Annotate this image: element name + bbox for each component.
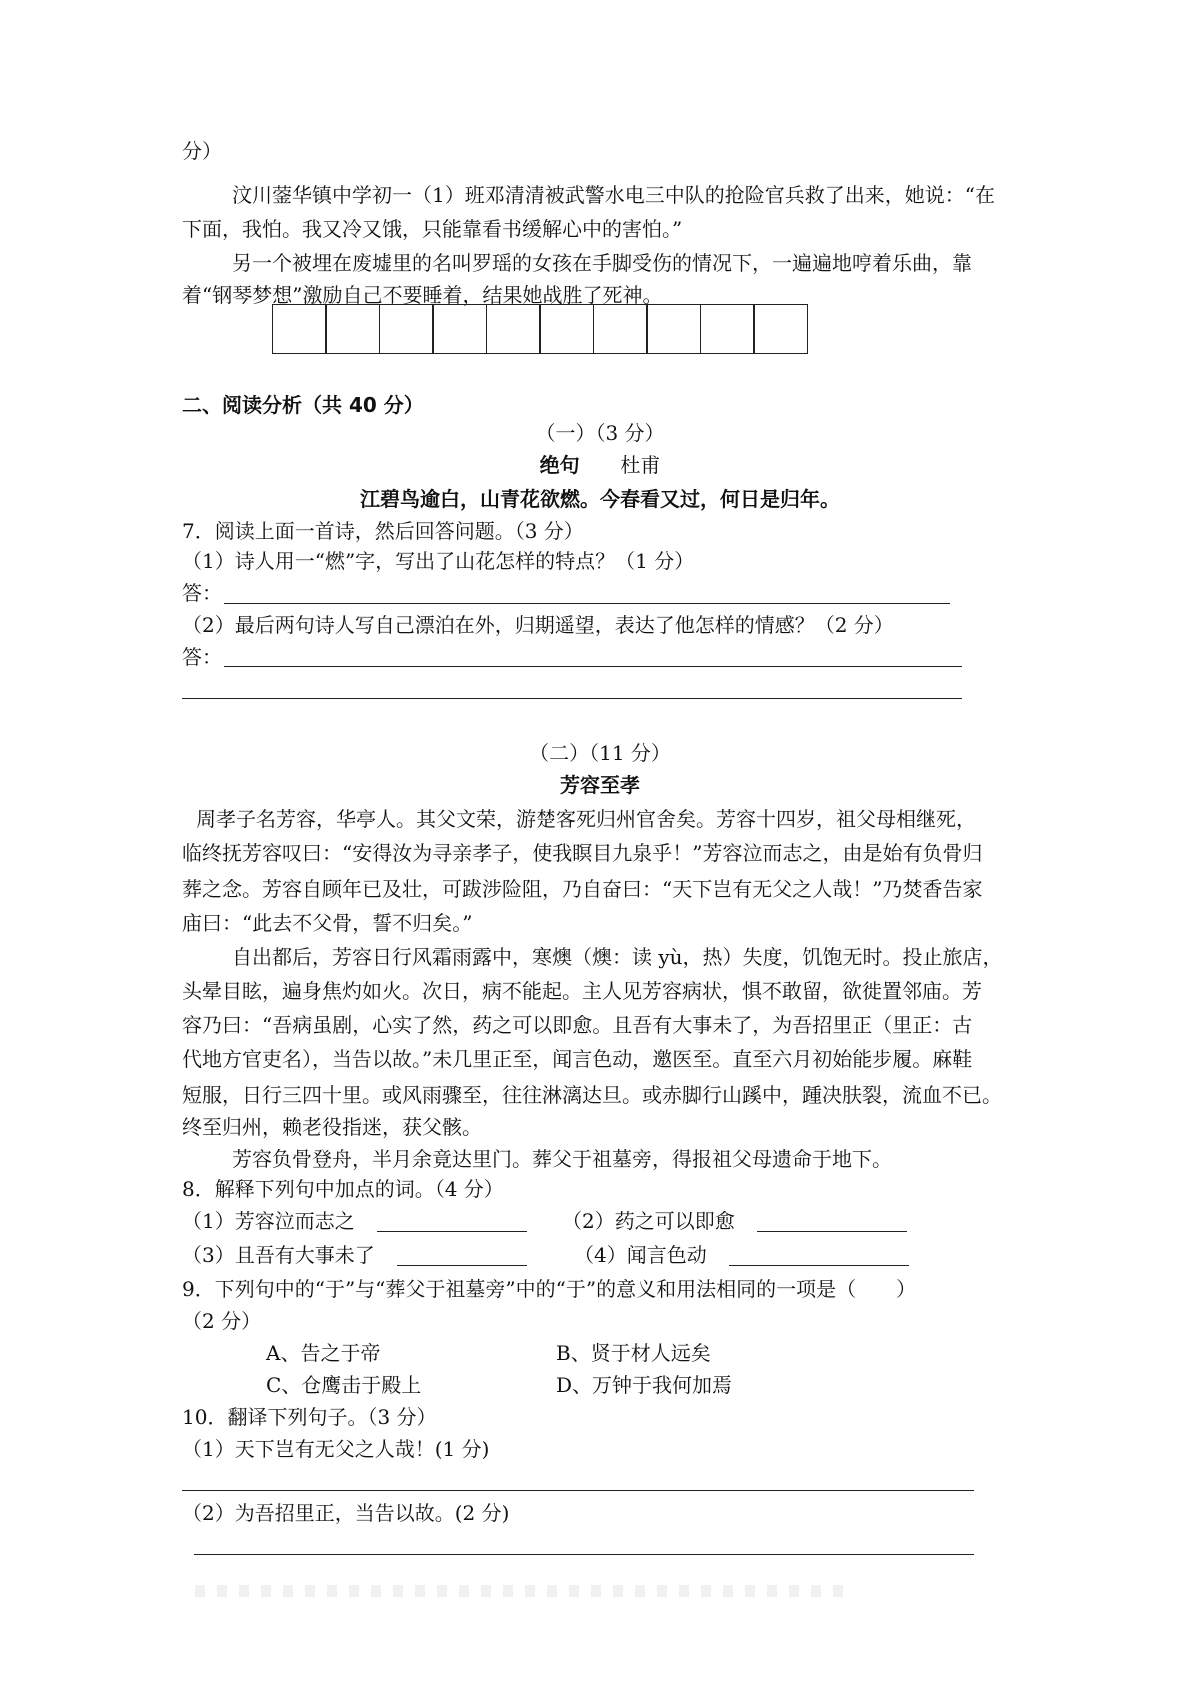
grid-cell[interactable] [539, 304, 594, 354]
question-10: 10．翻译下列句子。（3 分） [182, 1405, 437, 1429]
passage-title: 芳容至孝 [560, 773, 640, 797]
question-9: 9．下列句中的“于”与“葬父于祖墓旁”中的“于”的意义和用法相同的一项是（ ） [182, 1277, 917, 1301]
q9-option-b[interactable]: B、贤于材人远矣 [556, 1341, 711, 1365]
grid-cell[interactable] [593, 304, 648, 354]
q8-item-4-text: （4）闻言色动 [574, 1243, 707, 1267]
q9-option-a[interactable]: A、告之于帝 [266, 1341, 381, 1365]
q8-item-2-text: （2）药之可以即愈 [562, 1209, 735, 1233]
fragment-text: 分） [182, 139, 222, 163]
faded-text-artifact [195, 1585, 855, 1597]
grid-cell[interactable] [700, 304, 755, 354]
answer-blank[interactable] [377, 1213, 527, 1232]
question-10-2: （2）为吾招里正，当告以故。(2 分) [182, 1501, 510, 1525]
passage-line: 终至归州，赖老役指迷，获父骸。 [182, 1115, 482, 1139]
q9-option-d[interactable]: D、万钟于我何加焉 [556, 1373, 733, 1397]
passage-line: 代地方官吏名），当告以故。”未几里正至，闻言色动，邀医至。直至六月初始能步履。麻鞋 [182, 1047, 973, 1071]
answer-label-2: 答： [182, 645, 222, 669]
grid-cell[interactable] [646, 304, 701, 354]
section2-heading: 二、阅读分析（共 40 分） [182, 393, 424, 417]
q8-item-4 [574, 1242, 909, 1268]
q8-item-3 [182, 1242, 527, 1268]
poem-title: 绝句 [539, 453, 580, 477]
poem-author: 杜甫 [620, 453, 661, 477]
poem-text: 江碧鸟逾白，山青花欲燃。今春看又过，何日是归年。 [360, 487, 840, 511]
passage-line: 庙曰：“此去不父骨，誓不归矣。” [182, 911, 473, 935]
para1-line1: 汶川蓥华镇中学初一（1）班邓清清被武警水电三中队的抢险官兵救了出来，她说：“在 [232, 183, 995, 207]
answer-label-1: 答： [182, 581, 222, 605]
poem-title-line [0, 452, 1200, 478]
passage-line: 头晕目眩，遍身焦灼如火。次日，病不能起。主人见芳容病状，惧不敢留，欲徙置邻庙。芳 [182, 979, 982, 1003]
grid-cell[interactable] [432, 304, 487, 354]
para1-line2: 下面，我怕。我又冷又饿，只能靠看书缓解心中的害怕。” [182, 217, 683, 241]
grid-cell[interactable] [272, 304, 327, 354]
question-7: 7．阅读上面一首诗，然后回答问题。（3 分） [182, 519, 584, 543]
answer-line[interactable] [194, 1554, 974, 1555]
passage-line: 容乃曰：“吾病虽剧，心实了然，药之可以即愈。且吾有大事未了，为吾招里正（里正：古 [182, 1013, 973, 1037]
question-8: 8．解释下列句中加点的词。（4 分） [182, 1177, 504, 1201]
grid-cell[interactable] [379, 304, 434, 354]
q8-item-1-text: （1）芳容泣而志之 [182, 1209, 355, 1233]
q8-item-1 [182, 1208, 527, 1234]
passage-line: 周孝子名芳容，华亭人。其父文荣，游楚客死归州官舍矣。芳容十四岁，祖父母相继死， [196, 807, 976, 831]
passage-line: 临终抚芳容叹曰：“安得汝为寻亲孝子，使我瞑目九泉乎！”芳容泣而志之，由是始有负骨归 [182, 841, 983, 865]
answer-line[interactable] [182, 1490, 974, 1491]
answer-blank[interactable] [757, 1213, 907, 1232]
q9-option-c[interactable]: C、仓鹰击于殿上 [266, 1373, 422, 1397]
passage-line: 自出都后，芳容日行风霜雨露中，寒燠（燠：读 yù，热）失度，饥饱无时。投止旅店， [232, 945, 1003, 969]
passage-line: 葬之念。芳容自顾年已及壮，可跋涉险阻，乃自奋曰：“天下岂有无父之人哉！”乃焚香告家 [182, 877, 983, 901]
answer-line[interactable] [224, 666, 962, 667]
question-7-1: （1）诗人用一“燃”字，写出了山花怎样的特点？（1 分） [182, 549, 695, 573]
answer-grid [273, 304, 808, 354]
grid-cell[interactable] [753, 304, 808, 354]
grid-cell[interactable] [325, 304, 380, 354]
answer-line[interactable] [224, 603, 950, 604]
passage-line: 短服，日行三四十里。或风雨骤至，往往淋漓达旦。或赤脚行山蹊中，踵决肤裂，流血不已。 [182, 1083, 1002, 1107]
answer-blank[interactable] [729, 1247, 909, 1266]
answer-blank[interactable] [397, 1247, 527, 1266]
para2-line2: 着“钢琴梦想”激励自己不要睡着，结果她战胜了死神。 [182, 283, 663, 307]
question-10-1: （1）天下岂有无父之人哉！(1 分) [182, 1437, 490, 1461]
question-9-score: （2 分） [182, 1309, 262, 1333]
answer-line[interactable] [182, 698, 962, 699]
q8-item-2 [562, 1208, 907, 1234]
passage-line: 芳容负骨登舟，半月余竟达里门。葬父于祖墓旁，得报祖父母遗命于地下。 [232, 1147, 892, 1171]
question-7-2: （2）最后两句诗人写自己漂泊在外，归期遥望，表达了他怎样的情感？（2 分） [182, 613, 894, 637]
q8-item-3-text: （3）且吾有大事未了 [182, 1243, 375, 1267]
para2-line1: 另一个被埋在废墟里的名叫罗瑶的女孩在手脚受伤的情况下，一遍遍地哼着乐曲，靠 [232, 251, 972, 275]
grid-cell[interactable] [486, 304, 541, 354]
part2-label: （二）（11 分） [529, 741, 671, 765]
part1-label: （一）（3 分） [535, 421, 665, 445]
